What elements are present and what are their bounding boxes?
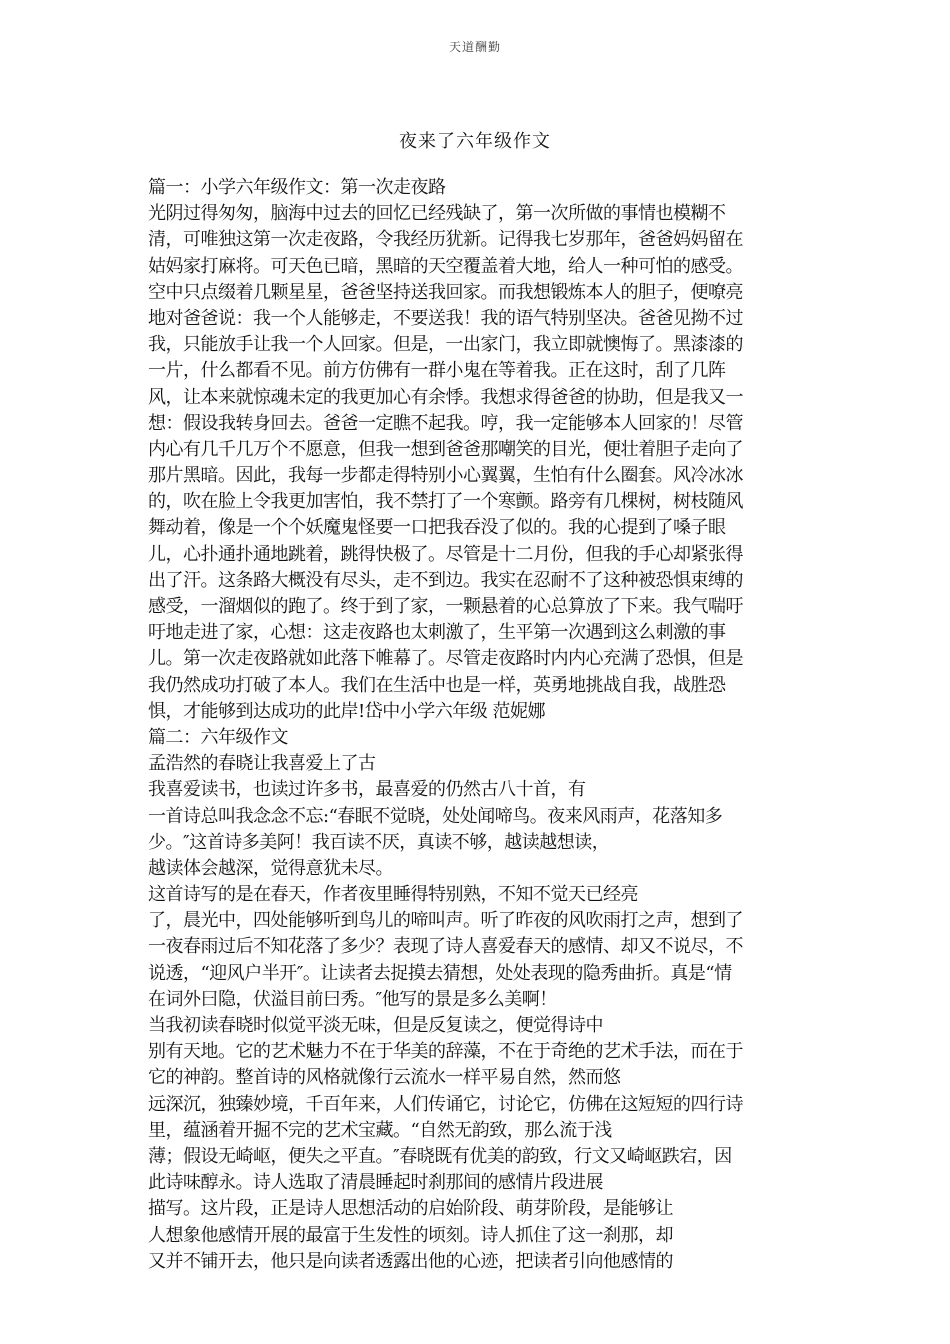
text-line: 我仍然成功打破了本人。我们在生活中也是一样，英勇地挑战自我，战胜恐 [148,674,726,696]
text-line: 它的神韵。整首诗的风格就像行云流水一样平易自然，然而悠 [148,1067,621,1089]
text-line: 别有天地。它的艺术魅力不在于华美的辞藻，不在于奇绝的艺术手法，而在于 [148,1041,743,1063]
text-line: 这首诗写的是在春天，作者夜里睡得特别熟，不知不觉天已经亮 [148,884,638,906]
text-line: 的，吹在脸上令我更加害怕，我不禁打了一个寒颤。路旁有几棵树，树枝随风 [148,491,743,513]
text-line: 此诗味醇永。诗人选取了清晨睡起时刹那间的感情片段进展 [148,1172,603,1194]
text-line: 描写。这片段，正是诗人思想活动的启始阶段、萌芽阶段，是能够让 [148,1198,673,1220]
text-line: 篇二：六年级作文 [148,726,288,748]
text-line: 空中只点缀着几颗星星，爸爸坚持送我回家。而我想锻炼本人的胆子，便嘹亮 [148,281,743,303]
text-line: 内心有几千几万个不愿意，但我一想到爸爸那嘲笑的目光，便壮着胆子走向了 [148,438,743,460]
text-line: 里，蕴涵着开掘不完的艺术宝藏。“自然无韵致，那么流于浅 [148,1119,612,1141]
text-line: 在词外曰隐，伏溢目前曰秀。″他写的景是多么美啊！ [148,988,557,1010]
document-title: 夜来了六年级作文 [399,131,551,152]
text-line: 儿，心扑通扑通地跳着，跳得快极了。尽管是十二月份，但我的手心却紧张得 [148,543,743,565]
text-line: 越读体会越深，觉得意犹未尽。 [148,857,393,879]
text-line: 当我初读春晓时似觉平淡无味，但是反复读之，便觉得诗中 [148,1015,603,1036]
text-line: 想：假设我转身回去。爸爸一定瞧不起我。哼，我一定能够本人回家的！尽管 [148,412,743,434]
text-line: 儿。第一次走夜路就如此落下帷幕了。尽管走夜路时内内心充满了恐惧，但是 [148,648,743,670]
text-line: 那片黑暗。因此，我每一步都走得特别小心翼翼，生怕有什么圈套。风冷冰冰 [148,465,743,487]
text-line: 一夜春雨过后不知花落了多少？表现了诗人喜爱春天的感情、却又不说尽，不 [148,936,743,958]
text-line: 惧，才能够到达成功的此岸!岱中小学六年级 范妮娜 [148,700,545,722]
text-line: 少。″这首诗多美阿！我百读不厌，真读不够，越读越想读， [148,831,610,853]
text-line: 远深沉，独臻妙境，千百年来，人们传诵它，讨论它，仿佛在这短短的四行诗 [148,1093,743,1115]
text-line: 一片，什么都看不见。前方仿佛有一群小鬼在等着我。正在这时，刮了几阵 [148,360,726,382]
page-header: 天道酬勤 [448,40,501,54]
text-line: 篇一：小学六年级作文：第一次走夜路 [148,177,446,198]
text-line: 又并不铺开去，他只是向读者透露出他的心迹，把读者引向他感情的 [148,1250,673,1272]
text-line: 姑妈家打麻将。可天色已暗，黑暗的天空覆盖着大地，给人一种可怕的感受。 [148,255,743,277]
text-line: 我喜爱读书，也读过许多书，最喜爱的仍然古八十首，有 [148,779,586,801]
text-line: 光阴过得匆匆，脑海中过去的回忆已经残缺了，第一次所做的事情也模糊不 [148,203,726,225]
text-line: 清，可唯独这第一次走夜路，令我经历犹新。记得我七岁那年，爸爸妈妈留在 [148,229,743,251]
text-line: 风，让本来就惊魂未定的我更加心有余悸。我想求得爸爸的协助，但是我又一 [148,386,743,408]
text-line: 地对爸爸说：我一个人能够走，不要送我！我的语气特别坚决。爸爸见拗不过 [148,307,743,329]
text-line: 说透，“迎风户半开″。让读者去捉摸去猜想，处处表现的隐秀曲折。真是“情 [148,962,732,984]
document-body [148,175,808,1275]
text-line: 吁地走进了家，心想：这走夜路也太刺激了，生平第一次遇到这么刺激的事 [148,622,726,644]
text-line: 出了汗。这条路大概没有尽头，走不到边。我实在忍耐不了这种被恐惧束缚的 [148,569,743,591]
text-line: 感受，一溜烟似的跑了。终于到了家，一颗悬着的心总算放了下来。我气喘吁 [148,596,743,617]
text-line: 人想象他感情开展的最富于生发性的顷刻。诗人抓住了这一刹那，却 [148,1224,673,1246]
text-line: 舞动着，像是一个个妖魔鬼怪要一口把我吞没了似的。我的心提到了嗓子眼 [148,517,726,539]
text-line: 薄；假设无崎岖，便失之平直。″春晓既有优美的韵致，行文又崎岖跌宕，因 [148,1145,732,1167]
text-line: 孟浩然的春晓让我喜爱上了古 [148,753,376,775]
text-line: 一首诗总叫我念念不忘:“春眠不觉晓，处处闻啼鸟。夜来风雨声，花落知多 [148,805,723,827]
text-line: 了，晨光中，四处能够听到鸟儿的啼叫声。听了昨夜的风吹雨打之声，想到了 [148,910,743,932]
text-line: 我，只能放手让我一个人回家。但是，一出家门，我立即就懊悔了。黑漆漆的 [148,334,743,356]
